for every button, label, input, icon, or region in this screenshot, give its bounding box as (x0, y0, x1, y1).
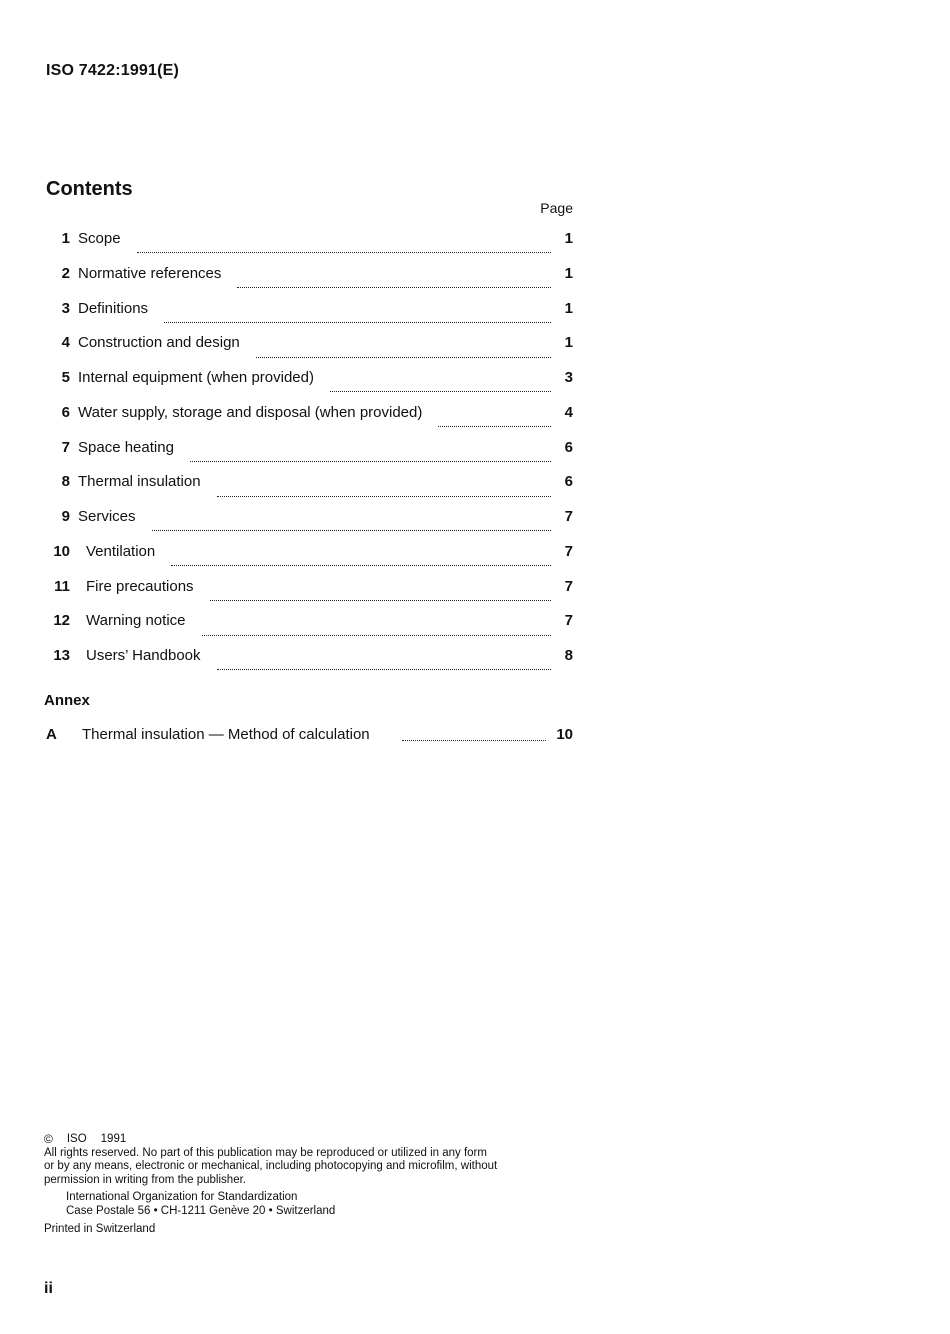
toc-entry-title: Scope (78, 230, 121, 247)
copyright-symbol: © (44, 1132, 53, 1146)
toc-entry-number: 3 (61, 299, 70, 317)
annex-heading: Annex (44, 692, 90, 709)
toc-entry[interactable] (46, 647, 573, 682)
annex-entry-page: 10 (556, 726, 573, 743)
toc-entry[interactable] (46, 578, 573, 613)
printed-in: Printed in Switzerland (44, 1223, 156, 1235)
page-number: ii (44, 1280, 53, 1297)
annex-entry[interactable] (46, 726, 573, 743)
annex-entry-letter: A (46, 726, 57, 743)
toc-entry-title: Normative references (78, 264, 222, 282)
copyright-line (44, 1133, 584, 1147)
dot-leader (164, 311, 551, 323)
table-of-contents (46, 230, 573, 682)
annex-entry-title: Thermal insulation — Method of calculation (82, 726, 370, 743)
rights-line: permission in writing from the publisher. (44, 1173, 246, 1186)
page-column-label: Page (540, 200, 573, 216)
toc-entry-page: 7 (564, 542, 573, 560)
toc-entry-number: 5 (61, 369, 70, 386)
toc-entry-title: Definitions (78, 299, 149, 317)
toc-entry-number: 4 (61, 334, 70, 352)
toc-entry-page: 7 (564, 508, 573, 525)
toc-entry-title: Warning notice (86, 612, 186, 630)
dot-leader (217, 485, 551, 497)
toc-entry-title: Fire precautions (86, 577, 194, 595)
dot-leader (402, 729, 547, 741)
toc-entry-number: 7 (61, 438, 70, 456)
toc-entry[interactable] (46, 473, 573, 508)
toc-entry-page: 1 (564, 230, 573, 247)
org-address: Case Postale 56 • CH-1211 Genève 20 • Switzerland (66, 1204, 336, 1217)
toc-entry-page: 3 (564, 369, 573, 386)
toc-entry-title: Ventilation (86, 542, 156, 560)
dot-leader (190, 450, 551, 462)
toc-entry[interactable] (46, 439, 573, 474)
toc-entry-number: 11 (54, 577, 70, 595)
toc-entry-title: Thermal insulation (78, 473, 201, 491)
toc-entry-page: 7 (564, 577, 573, 595)
toc-entry-number: 6 (61, 403, 70, 421)
toc-entry-title: Users’ Handbook (86, 647, 201, 664)
contents-title: Contents (46, 178, 133, 200)
toc-entry-number: 9 (61, 508, 70, 525)
toc-entry[interactable] (46, 334, 573, 369)
dot-leader (330, 380, 551, 392)
dot-leader (256, 346, 551, 358)
toc-entry[interactable] (46, 369, 573, 404)
toc-entry[interactable] (46, 265, 573, 300)
toc-entry-number: 8 (61, 473, 70, 491)
toc-entry-title: Services (78, 508, 136, 525)
toc-entry-number: 13 (53, 647, 70, 664)
toc-entry-number: 10 (53, 542, 70, 560)
dot-leader (202, 624, 552, 636)
copyright-year: 1991 (100, 1133, 127, 1145)
toc-entry-number: 2 (61, 264, 70, 282)
publisher-address (66, 1191, 584, 1218)
dot-leader (171, 554, 551, 566)
toc-entry[interactable] (46, 508, 573, 543)
copyright-holder: ISO (66, 1133, 87, 1145)
toc-entry[interactable] (46, 543, 573, 578)
toc-entry-title: Internal equipment (when provided) (78, 369, 314, 386)
toc-entry-page: 6 (564, 473, 573, 491)
toc-entry-page: 1 (564, 264, 573, 282)
toc-entry-page: 8 (564, 647, 573, 664)
toc-entry-number: 1 (61, 230, 70, 247)
toc-entry-title: Construction and design (78, 334, 240, 352)
rights-line: or by any means, electronic or mechanical, including photocopying and microfilm, without (44, 1160, 498, 1172)
dot-leader (137, 241, 551, 253)
rights-line: All rights reserved. No part of this publication may be reproduced or utilized in any form (44, 1146, 487, 1159)
toc-entry-page: 1 (564, 334, 573, 352)
dot-leader (210, 589, 551, 601)
dot-leader (438, 415, 551, 427)
toc-entry[interactable] (46, 300, 573, 335)
toc-entry-title: Space heating (78, 438, 174, 456)
toc-entry-page: 1 (564, 299, 573, 317)
toc-entry-title: Water supply, storage and disposal (when provided) (78, 403, 423, 421)
dot-leader (152, 519, 551, 531)
toc-entry-page: 6 (564, 438, 573, 456)
dot-leader (217, 658, 552, 670)
document-id: ISO 7422:1991(E) (46, 62, 180, 79)
toc-entry[interactable] (46, 612, 573, 647)
toc-entry-page: 7 (564, 612, 573, 630)
toc-entry-page: 4 (564, 403, 573, 421)
copyright-footer (44, 1133, 584, 1237)
toc-entry[interactable] (46, 230, 573, 265)
toc-entry-number: 12 (53, 612, 70, 630)
rights-statement (44, 1147, 584, 1188)
dot-leader (237, 276, 551, 288)
toc-entry[interactable] (46, 404, 573, 439)
org-name: International Organization for Standardization (66, 1191, 298, 1203)
